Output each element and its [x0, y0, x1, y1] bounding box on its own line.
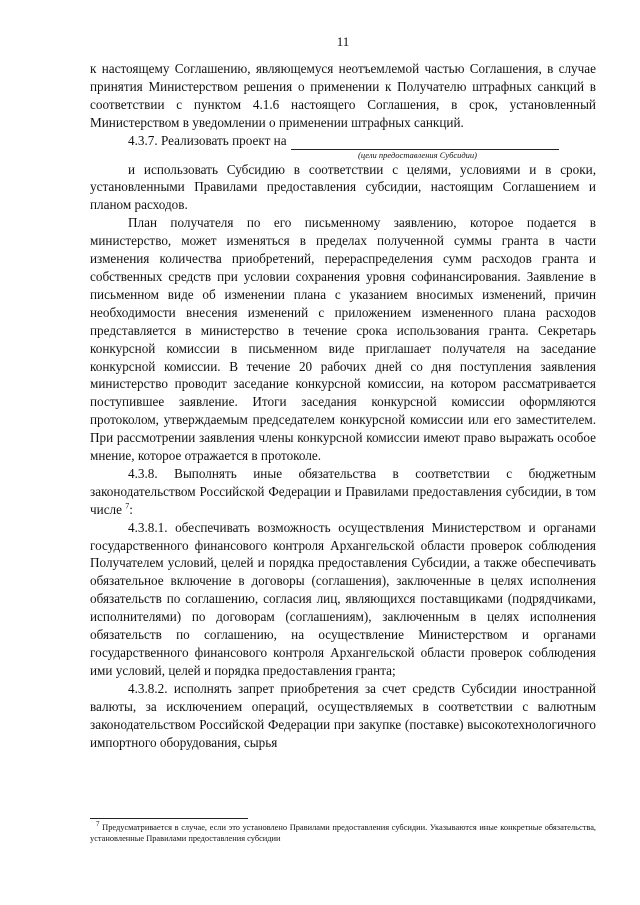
clause-4-3-8-text: 4.3.8. Выполнять иные обязательства в соответствии с бюджетным законодательством Российской Федерации и Правилами предоставления субсидии, в том числе: [90, 465, 596, 517]
purpose-hint: (цели предоставления Субсидии): [358, 149, 477, 160]
clause-4-3-8-2: 4.3.8.2. исполнять запрет приобретения за счет средств Субсидии иностранной валюты, за исключением операций, осуществляемых в соответствии с валютным законодательством Российской Федерации при закупке (поставке) высокотехнологичного импортного оборудования, сырья: [90, 680, 596, 750]
paragraph-penalty-notice: к настоящему Соглашению, являющемуся неотъемлемой частью Соглашения, в случае принятия Министерством решения о применении к Получателю штрафных санкций в соответствии с пунктом 4.1.6 настоящего Соглашения, в срок, установленный Министерством в уведомлении о применении штрафных санкций.: [90, 61, 596, 130]
clause-4-3-8-1: 4.3.8.1. обеспечивать возможность осуществления Министерством и органами государственного финансового контроля Архангельской области проверок соблюдения Получателем условий, целей и порядка предоставления Субсидии, а также обеспечивать обязательное включение в договоры (соглашения), заключенные в целях исполнения обязательств по соглашению, согласия лиц, являющихся поставщиками (подрядчиками, исполнителями) по договорам (соглашениям), заключенным в целях исполнения обязательств по соглашению, на осуществление Министерством и органами государственного финансового контроля Архангельской области проверок соблюдения ими условий, целей и порядка предоставления гранта;: [90, 519, 596, 678]
clause-4-3-8: [90, 465, 596, 519]
document-page: [90, 34, 596, 751]
clause-4-3-7: [90, 132, 596, 150]
paragraph-plan-change: План получателя по его письменному заявлению, которое подается в министерство, может изменяться в пределах полученной суммы гранта в части изменения количества приобретений, перераспределения сумм расходов гранта и собственных средств при условии сохранения уровня софинансирования. Заявление в письменном виде об изменении плана с указанием вносимых изменений, причин необходимости внесения изменений с приложением измененного плана расходов представляется в министерство в течение срока использования гранта. Секретарь конкурсной комиссии в письменном виде приглашает получателя на заседание конкурсной комиссии. В течение 20 рабочих дней со дня поступления заявления министерство проводит заседание конкурсной комиссии, на котором рассматривается поступившее заявление. Итоги заседания конкурсной комиссии оформляются протоколом, утверждаемым председателем конкурсной комиссии или его заместителем. При рассмотрении заявления члены конкурсной комиссии имеют право выражать особое мнение, которое отражается в протоколе.: [90, 215, 596, 464]
clause-4-3-7-lead: 4.3.7. Реализовать проект на: [128, 132, 287, 148]
footnote: [90, 822, 596, 844]
footnote-mark: 7: [96, 820, 100, 829]
clause-4-3-8-colon: :: [129, 501, 133, 517]
page-number: 11: [336, 34, 350, 49]
clause-4-3-7-continuation: и использовать Субсидию в соответствии с целями, условиями и в сроки, установленными Правилами предоставления субсидии, настоящим Соглашением и планом расходов.: [90, 161, 596, 213]
footnote-separator: [90, 818, 248, 819]
footnote-text: Предусматривается в случае, если это установлено Правилами предоставления субсидии. Указываются иные конкретные обязательства, установленные Правилами предоставления субсидии: [90, 823, 597, 843]
footnote-reference: 7: [125, 501, 130, 511]
purpose-blank-field: [291, 135, 559, 150]
